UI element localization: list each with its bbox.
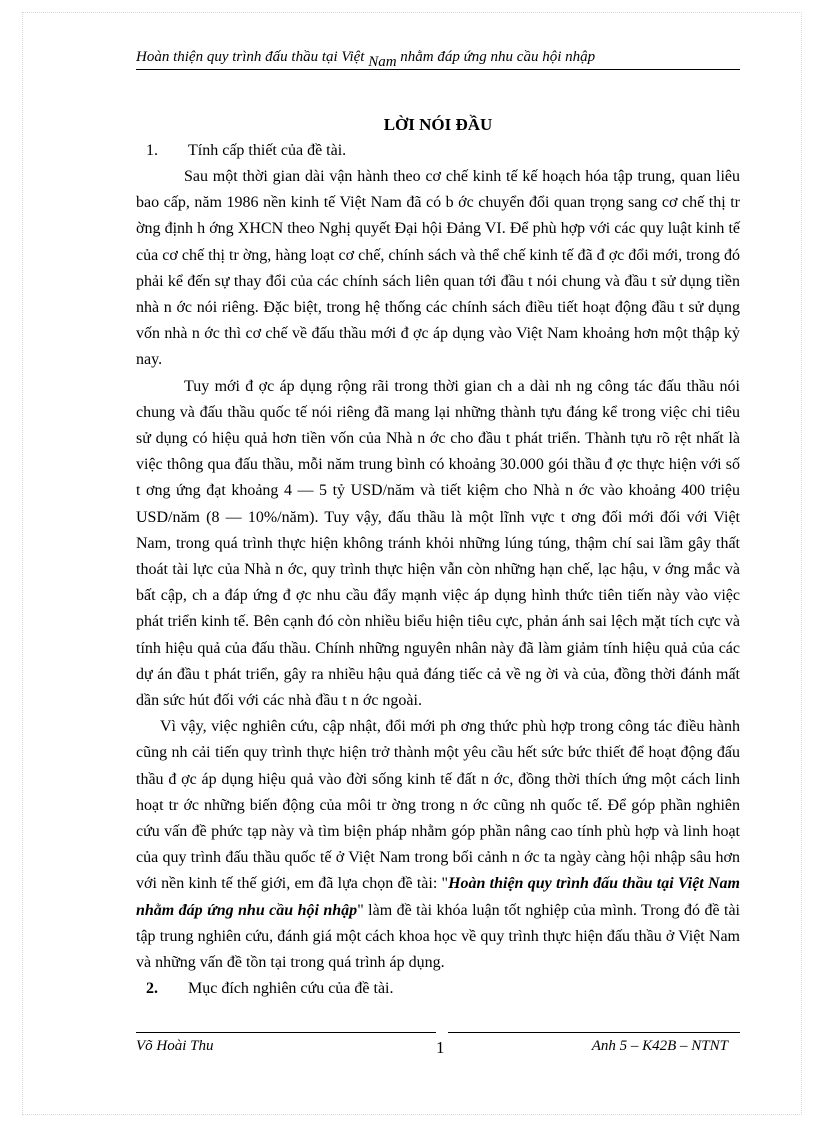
- thesis-title-emphasis: Hoàn thiện quy trình đấu thầu tại Việt Nam nhằm đáp ứng nhu cầu hội nhập: [136, 875, 741, 919]
- footer-class-code: Anh 5 – K42B – NTNT: [591, 1038, 728, 1054]
- paragraph-3: [136, 714, 740, 976]
- footer-rule-right: [448, 1032, 740, 1033]
- section-2-heading: [136, 976, 740, 1002]
- header-title-part1: Hoàn thiện quy trình đấu thầu tại Việt: [136, 49, 369, 65]
- footer-author: Võ Hoài Thu: [136, 1038, 214, 1054]
- paragraph-3-text-after: " làm đề tài khóa luận tốt nghiệp của mình. Trong đó đề tài tập trung nghiên cứu, đánh giá một cách khoa học về quy trình thực hiện đấu thầu ở Việt Nam và những vấn đề tồn tại trong quá trình áp dụng.: [136, 901, 741, 972]
- document-title: LỜI NÓI ĐẦU: [383, 115, 493, 134]
- paragraph-1: Sau một thời gian dài vận hành theo cơ chế kinh tế kế hoạch hóa tập trung, quan liêu bao cấp, năm 1986 nền kinh tế Việt Nam đã có b ớc chuyển đổi quan trọng sang cơ chế thị tr ờng định h ớng XHCN theo Nghị quyết Đại hội Đảng VI. Để phù hợp với các quy luật kinh tế của cơ chế thị tr ờng, hàng loạt cơ chế, chính sách và thể chế kinh tế đã đ ợc đổi mới, trong đó phải kể đến sự thay đổi của các chính sách liên quan tới đầu t nói chung và đầu t sử dụng tiền nhà n ớc nói riêng. Đặc biệt, trong hệ thống các chính sách điều tiết hoạt động đầu t sử dụng vốn nhà n ớc thì cơ chế về đấu thầu mới đ ợc áp dụng vào Việt Nam khoảng hơn một thập kỷ nay.: [136, 168, 740, 369]
- page-footer: [136, 1036, 740, 1058]
- paragraph-3-text-before: Vì vậy, việc nghiên cứu, cập nhật, đổi mới ph ơng thức phù hợp trong công tác điều hành cũng nh cải tiến quy trình thực hiện trở thành một yêu cầu hết sức bức thiết để hoạt động đấu thầu đ ợc áp dụng hiệu quả vào đời sống kinh tế đất n ớc, đồng thời thích ứng một cách linh hoạt tr ớc những biến động của môi tr ờng trong n ớc cũng nh quốc tế. Để góp phần nghiên cứu vấn đề phức tạp này và tìm biện pháp nhằm góp phần nâng cao tính phù hợp và linh hoạt của quy trình đấu thầu quốc tế ở Việt Nam trong bối cảnh n ớc ta ngày càng hội nhập sâu hơn với nền kinh tế thế giới, em đã lựa chọn đề tài: ": [136, 718, 740, 893]
- section-1-title: Tính cấp thiết của đề tài.: [188, 142, 347, 159]
- footer-rule-left: [136, 1032, 436, 1033]
- footer-rules: [136, 1032, 740, 1033]
- running-header: [136, 46, 740, 70]
- document-body: [136, 112, 740, 1002]
- section-2-title: Mục đích nghiên cứu của đề tài.: [188, 980, 394, 998]
- section-1-number: 1.: [146, 142, 158, 159]
- header-title-part2: nhằm đáp ứng nhu cầu hội nhập: [396, 49, 596, 65]
- section-2-number: 2.: [146, 980, 158, 998]
- footer-page-number: 1: [436, 1038, 445, 1057]
- section-1-heading: [136, 138, 740, 164]
- paragraph-2: Tuy mới đ ợc áp dụng rộng rãi trong thời gian ch a dài nh ng công tác đấu thầu nói chung và đấu thầu quốc tế nói riêng đã mang lại những thành tựu đáng kể trong việc chi tiêu sử dụng có hiệu quả hơn tiền vốn của Nhà n ớc cho đầu t phát triển. Thành tựu rõ rệt nhất là việc thông qua đấu thầu, mỗi năm trung bình có khoảng 30.000 gói thầu đ ợc thực hiện với số t ơng ứng đạt khoảng 4 — 5 tỷ USD/năm và tiết kiệm cho Nhà n ớc vào khoảng 400 triệu USD/năm (8 — 10%/năm). Tuy vậy, đấu thầu là một lĩnh vực t ơng đối mới đối với Việt Nam, trong quá trình thực hiện không tránh khỏi những lúng túng, thậm chí sai lầm gây thất thoát tài lực của Nhà n ớc, quy trình thực hiện vẫn còn những hạn chế, lạc hậu, v ớng mắc và bất cập, ch a đáp ứng đ ợc nhu cầu đẩy mạnh việc áp dụng hình thức tiên tiến này vào việc phát triển kinh tế. Bên cạnh đó còn nhiều biểu hiện tiêu cực, phản ánh sai lệch mặt tích cực và tính hiệu quả của đấu thầu. Chính những nguyên nhân này đã làm giảm tính hiệu quả của các dự án đầu t phát triển, gây ra nhiều hậu quả đáng tiếc cả về ng ời và của, đồng thời đánh mất dần sức hút đối với các nhà đầu t n ớc ngoài.: [136, 377, 740, 710]
- header-title-subscript: Nam: [368, 54, 397, 70]
